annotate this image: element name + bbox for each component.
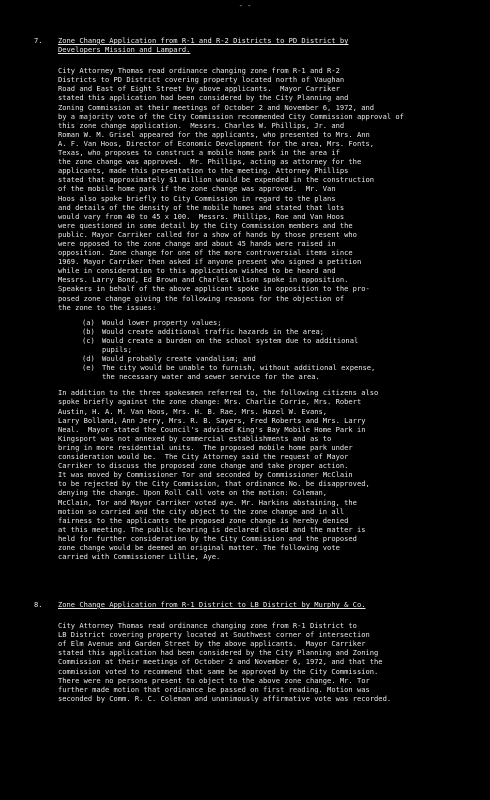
text-line: motion so carried and the city object to the zone change and in all (58, 506, 345, 516)
list-item-label: (d) (82, 354, 95, 364)
list-item-text: The city would be unable to furnish, without additional expense, the necessary water and sewer service for the area. (102, 363, 376, 382)
section-7-number: 7. (34, 36, 43, 45)
text-line: would vary from 40 to 45 x 100. Messrs. Phillips, Roe and Van Hoos (58, 211, 345, 221)
text-line: of the mobile home park if the zone change was approved. Mr. Van (58, 184, 336, 194)
objection-list (82, 318, 463, 382)
text-line: Neal. Mayor stated the Council's advised King's Bay Mobile Home Park in (58, 424, 366, 434)
text-line: the zone change was approved. Mr. Phillips, acting as attorney for the (58, 157, 362, 167)
text-line: stated this application had been considered by the City Planning and Zoning (58, 648, 379, 658)
text-line: Hoos also spoke briefly to City Commission in regard to the plans (58, 193, 336, 203)
text-line: the zone to the issues: (58, 302, 157, 312)
text-line: McClain, Tor and Mayor Carriker voted aye. Mr. Harkins abstaining, the (58, 497, 357, 507)
text-line: A. F. Van Hoos, Director of Economic Development for the area, Mrs. Fonts, (58, 138, 375, 148)
text-line: stated that approximately $1 million would be expended in the construction (58, 175, 375, 185)
text-line: Districts to PD District covering property located north of Vaughan (58, 75, 345, 85)
text-line: while in consideration to this application wished to be heard and (58, 266, 336, 276)
text-line: to be rejected by the City Commission, that ordinance No. be disapproved, (58, 479, 370, 489)
text-line: this zone change application. Messrs. Charles W. Phillips, Jr. and (58, 120, 345, 130)
text-line: spoke briefly against the zone change: Mrs. Charlie Corrie, Mrs. Robert (58, 397, 362, 407)
text-line: Carriker to discuss the proposed zone change and take proper action. (58, 461, 349, 471)
text-line: It was moved by Commissioner Tor and seconded by Commissioner McClain (58, 470, 353, 480)
section-8-number: 8. (34, 600, 43, 609)
text-line: Kingsport was not annexed by commercial establishments and as to (58, 433, 332, 443)
text-line: 1969. Mayor Carriker then asked if anyone present who signed a petition (58, 257, 362, 267)
list-item-text: Would lower property values; (102, 317, 222, 327)
text-line: City Attorney Thomas read ordinance changing zone from R-1 and R-2 (58, 66, 340, 76)
section-8-paragraph-1 (58, 621, 463, 703)
text-line: Texas, who proposes to construct a mobile home park in the area if (58, 148, 340, 158)
text-line: Messrs. Larry Bond, Ed Brown and Charles Wilson spoke in opposition. (58, 275, 349, 285)
list-item-text: Would create additional traffic hazards in the area; (102, 326, 325, 336)
list-item-label: (e) (82, 363, 95, 373)
text-line: posed zone change giving the following reasons for the objection of (58, 293, 345, 303)
text-line: opposition. Zone change for one of the more controversial items since (58, 248, 353, 258)
section-7-paragraph-1 (58, 66, 463, 312)
list-item (82, 363, 463, 381)
text-line: City Attorney Thomas read ordinance changing zone from R-1 District to (58, 621, 357, 631)
list-item (82, 318, 463, 327)
text-line: Commission at their meetings of October 2 and November 6, 1972, and that the (58, 657, 383, 667)
text-line: In addition to the three spokesmen referred to, the following citizens also (58, 388, 379, 398)
text-line: Larry Bolland, Ann Jerry, Mrs. R. B. Sayers, Fred Roberts and Mrs. Larry (58, 415, 366, 425)
text-line: Speakers in behalf of the above applicant spoke in opposition to the pro- (58, 284, 370, 294)
text-line: Austin, H. A. M. Van Hoos, Mrs. H. B. Rae, Mrs. Hazel W. Evans, (58, 406, 328, 416)
section-8-heading (34, 600, 463, 609)
text-line: commission voted to recommend that same be approved by the City Commission. (58, 666, 379, 676)
list-item-label: (a) (82, 317, 95, 327)
list-item-text: Would create a burden on the school system due to additional pupils; (102, 335, 359, 354)
list-item (82, 327, 463, 336)
text-line: stated this application had been considered by the City Planning and (58, 93, 349, 103)
text-line: public. Mayor Carriker called for a show of hands by those present who (58, 229, 357, 239)
text-line: seconded by Comm. R. C. Coleman and unanimously affirmative vote was recorded. (58, 693, 392, 703)
section-7-title: Zone Change Application from R-1 and R-2 Districts to PD District by Developers Mission and Lampard. (58, 36, 349, 55)
text-line: There were no persons present to object to the above zone change. Mr. Tor (58, 675, 370, 685)
text-line: of Elm Avenue and Garden Street by the above applicants. Mayor Carriker (58, 639, 366, 649)
list-item-text: Would probably create vandalism; and (102, 354, 256, 364)
text-line: Road and East of Eight Street by above applicants. Mayor Carriker (58, 84, 340, 94)
list-item-label: (c) (82, 335, 95, 345)
page-number: - - (238, 2, 252, 10)
text-line: were questioned in some detail by the City Commission members and the (58, 220, 353, 230)
text-line: were opposed to the zone change and about 45 hands were raised in (58, 238, 336, 248)
section-7 (34, 36, 463, 562)
section-8-title: Zone Change Application from R-1 District to LB District by Murphy & Co. (58, 600, 366, 609)
text-line: LB District covering property located at Southwest corner of intersection (58, 630, 370, 640)
text-line: by a majority vote of the City Commission recommended City Commission approval of (58, 111, 404, 121)
text-line: denying the change. Upon Roll Call vote on the motion: Coleman, (58, 488, 328, 498)
text-line: at this meeting. The public hearing is declared closed and the matter is (58, 524, 366, 534)
text-line: Zoning Commission at their meetings of October 2 and November 6, 1972, and (58, 102, 375, 112)
text-line: held for further consideration by the City Commission and the proposed (58, 533, 357, 543)
text-line: carried with Commissioner Lillie, Aye. (58, 552, 221, 562)
text-line: bring in more residential units. The proposed mobile home park under (58, 442, 353, 452)
section-7-paragraph-2 (58, 388, 463, 561)
text-line: Roman W. M. Grisel appeared for the applicants, who presented to Mrs. Ann (58, 129, 370, 139)
list-item (82, 336, 463, 354)
section-8 (34, 600, 463, 703)
list-item-label: (b) (82, 326, 95, 336)
text-line: and details of the density of the mobile homes and stated that lots (58, 202, 345, 212)
text-line: applicants, made this presentation to the meeting. Attorney Phillips (58, 166, 349, 176)
list-item (82, 354, 463, 363)
section-7-heading (34, 36, 463, 55)
text-line: fairness to the applicants the proposed zone change is hereby denied (58, 515, 349, 525)
text-line: consideration would be. The City Attorney said the request of Mayor (58, 452, 349, 462)
text-line: zone change would be deemed an original matter. The following vote (58, 542, 340, 552)
text-line: further made motion that ordinance be passed on first reading. Motion was (58, 684, 370, 694)
